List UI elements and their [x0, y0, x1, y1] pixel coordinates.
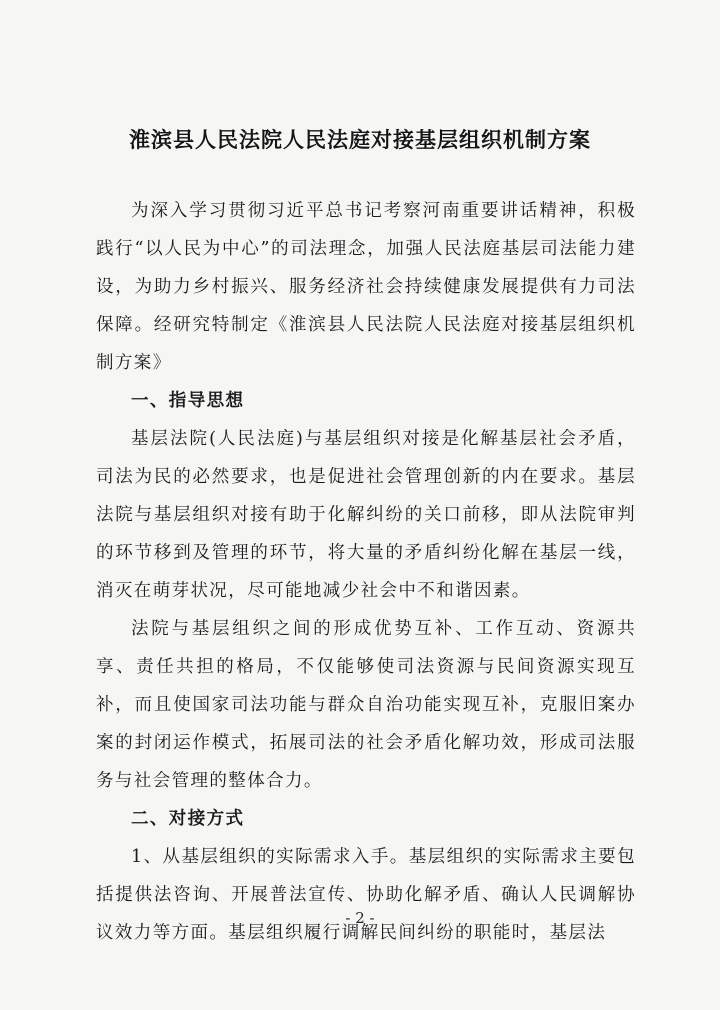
section2-paragraph-1: 1、从基层组织的实际需求入手。基层组织的实际需求主要包括提供法咨询、开展普法宣传、协助化解矛盾、确认人民调解协议效力等方面。基层组织履行调解民间纠纷的职能时，基层法: [96, 847, 636, 943]
section-heading-docking-method: 二、对接方式: [131, 809, 245, 829]
section1-paragraph-2: 法院与基层组织之间的形成优势互补、工作互动、资源共享、责任共担的格局，不仅能够使司法资源与民间资源实现互补，而且使国家司法功能与群众自治功能实现互补，克服旧案办案的封闭运作模式，拓展司法的社会矛盾化解功效，形成司法服务与社会管理的整体合力。: [96, 619, 636, 791]
section1-paragraph-1: 基层法院(人民法庭)与基层组织对接是化解基层社会矛盾，司法为民的必然要求，也是促进社会管理创新的内在要求。基层法院与基层组织对接有助于化解纠纷的关口前移，即从法院审判的环节移到及管理的环节，将大量的矛盾纠纷化解在基层一线，消灭在萌芽状况，尽可能地减少社会中不和谐因素。: [96, 429, 636, 601]
document-title: 淮滨县人民法院人民法庭对接基层组织机制方案: [129, 128, 591, 152]
section-heading-guiding-thought: 一、指导思想: [131, 391, 245, 411]
document-body: [96, 192, 636, 952]
intro-paragraph: 为深入学习贯彻习近平总书记考察河南重要讲话精神，积极践行“以人民为中心”的司法理念，加强人民法庭基层司法能力建设，为助力乡村振兴、服务经济社会持续健康发展提供有力司法保障。经研究特制定《淮滨县人民法院人民法庭对接基层组织机制方案》: [96, 201, 636, 373]
page-number: - 2 -: [345, 909, 375, 927]
